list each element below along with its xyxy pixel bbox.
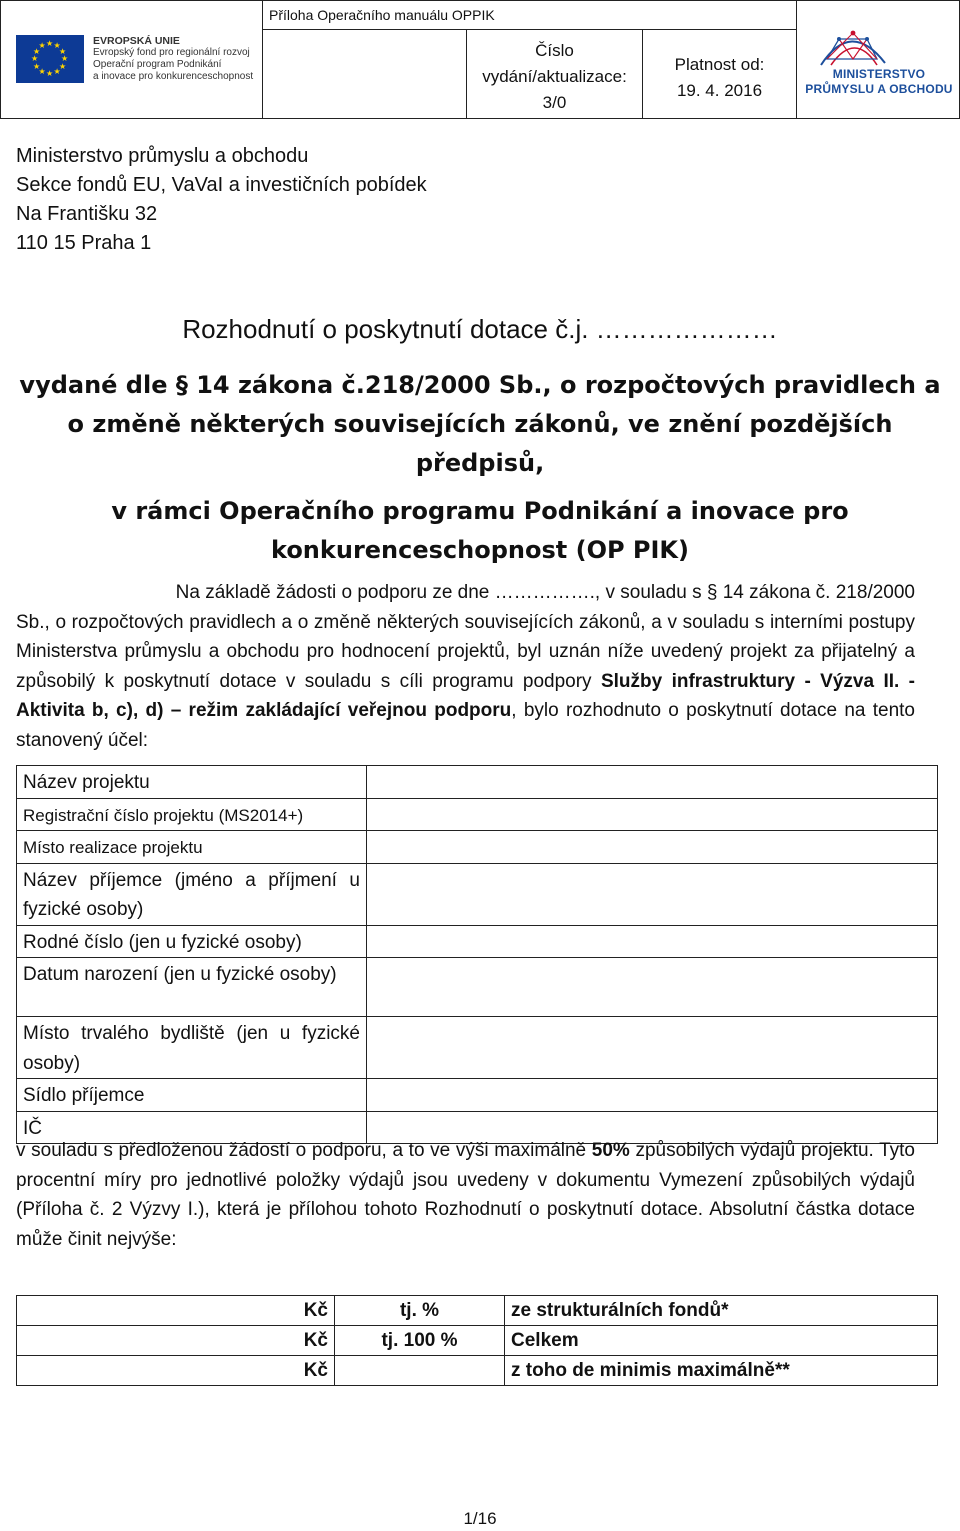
address-line: Sekce fondů EU, VaVaI a investičních pobídek [16,174,427,196]
subsidy-rate-bold: 50% [591,1140,630,1161]
subsidy-paragraph [16,1136,915,1254]
eu-star-icon: ★ [53,41,61,50]
decision-paragraph [16,578,915,755]
eu-logo-line: a inovace pro konkurenceschopnost [93,71,254,82]
program-line: v rámci Operačního programu Podnikání a inovace pro [111,497,849,525]
amount-rate: tj. 100 % [335,1326,505,1356]
address-line: Na Františku 32 [16,203,158,225]
issue-line: 3/0 [542,93,567,112]
eu-star-icon: ★ [61,54,69,63]
subsidy-amount-table [16,1295,938,1386]
field-label: Rodné číslo (jen u fyzické osoby) [17,925,367,958]
table-row [17,1079,938,1112]
amount-currency: Kč [17,1296,335,1326]
eu-logo-line: Evropský fond pro regionální rozvoj [93,47,250,58]
field-value[interactable] [367,1017,938,1079]
program-line: konkurenceschopnost (OP PIK) [271,536,689,564]
eu-logo-text [93,35,253,83]
header-title: Příloha Operačního manuálu OPPIK [263,1,796,30]
decision-title: Rozhodnutí o poskytnutí dotace č.j. ………………… [182,314,778,344]
eu-logo-cell [1,1,263,118]
eu-logo-line: Operační program Podnikání [93,59,222,70]
eu-star-icon: ★ [33,46,41,56]
document-header [0,0,960,119]
eu-star-icon: ★ [53,66,61,76]
eu-flag-icon [16,35,84,83]
field-label: IČ [17,1111,367,1144]
eu-star-icon: ★ [58,61,67,71]
table-row [17,925,938,958]
field-value[interactable] [367,1079,938,1112]
paragraph-text: , bylo rozhodnuto o poskytnutí dotace na tento stanovený účel: [16,700,915,751]
paragraph-text: způsobilých výdajů projektu. Tyto procentní míry pro jednotlivé položky výdajů jsou uvedeny v dokumentu Vymezení způsobilých výdajů (Příloha č. 2 Výzvy I.), která je přílohou tohoto Rozhodnutí o poskytnutí dotace. Absolutní částka dotace může činit nejvýše: [16,1140,916,1250]
issue-line: vydání/aktualizace: [482,67,627,86]
paragraph-text: Sb., o rozpočtových pravidlech a o změně některých souvisejících zákonů, a v souladu s interními postupy Ministerstva průmyslu a obchodu pro hodnocení projektů, byl uznán níže uvedený projekt za přijatelný a způsobilý k poskytnutí dotace v souladu s cíli programu podpory [16,611,915,692]
table-row [17,863,938,925]
legal-basis-line: předpisů, [415,449,545,477]
program-name-bold: Služby infrastruktury - Výzva II. - Aktivita b, c), d) – režim zakládající veřejnou podporu [16,670,915,721]
amount-rate [335,1356,505,1386]
validity-line: 19. 4. 2016 [676,81,763,100]
issue-number [466,30,643,118]
field-value[interactable] [367,958,938,1017]
field-label: Sídlo příjemce [17,1079,367,1112]
eu-star-icon: ★ [46,69,54,78]
field-value[interactable] [367,831,938,864]
field-value[interactable] [367,766,938,799]
table-row [17,958,938,1017]
eu-star-icon: ★ [33,61,41,71]
amount-description: z toho de minimis maximálně** [505,1356,938,1386]
field-label: Místo trvalého bydliště (jen u fyzické osoby) [17,1017,367,1079]
recipient-address [16,142,427,258]
eu-logo-line: EVROPSKÁ UNIE [93,35,180,47]
mpo-logo-line: PRŮMYSLU A OBCHODU [805,82,953,96]
paragraph-first-line: Na základě žádosti o podporu ze dne ……………., v souladu s § 14 zákona č. 218/2000 [175,582,915,603]
page-number: 1/16 [463,1509,497,1528]
project-details-table [16,765,938,1144]
eu-star-icon: ★ [38,66,46,76]
amount-description: ze strukturálních fondů* [505,1296,938,1326]
eu-star-icon: ★ [38,41,46,50]
issue-line: Číslo [535,41,574,60]
mpo-logo-cell [797,1,960,118]
field-value[interactable] [367,863,938,925]
table-row [17,766,938,799]
amount-rate: tj. % [335,1296,505,1326]
field-value[interactable] [367,798,938,831]
program-heading [0,492,960,570]
amount-description: Celkem [505,1326,938,1356]
table-row [17,831,938,864]
amount-currency: Kč [17,1326,335,1356]
table-row [17,1326,938,1356]
amount-currency: Kč [17,1356,335,1386]
field-label: Datum narození (jen u fyzické osoby) [17,958,367,1017]
eu-star-icon: ★ [58,46,67,56]
legal-basis-line: vydané dle § 14 zákona č.218/2000 Sb., o rozpočtových pravidlech a [19,371,941,399]
table-row [17,1017,938,1079]
legal-basis-heading [0,366,960,483]
field-label: Registrační číslo projektu (MS2014+) [17,798,367,831]
table-row [17,798,938,831]
validity-date [643,30,796,118]
eu-star-icon: ★ [46,39,54,48]
address-line: Ministerstvo průmyslu a obchodu [16,145,309,167]
legal-basis-line: o změně některých souvisejících zákonů, ve znění pozdějších [67,410,893,438]
mpo-logo-line: MINISTERSTVO [832,67,926,81]
paragraph-text: v souladu s předloženou žádostí o podporu, a to ve výši maximálně [16,1140,592,1161]
validity-line: Platnost od: [674,55,765,74]
field-label: Název projektu [17,766,367,799]
field-label: Místo realizace projektu [17,831,367,864]
mpo-globe-icon [811,29,895,67]
field-label: Název příjemce (jméno a příjmení u fyzické osoby) [17,863,367,925]
address-line: 110 15 Praha 1 [16,232,152,254]
header-info-cell [263,1,797,118]
table-row [17,1296,938,1326]
mpo-logo-text [805,67,953,97]
table-row [17,1356,938,1386]
eu-star-icon: ★ [31,54,39,63]
field-value[interactable] [367,925,938,958]
